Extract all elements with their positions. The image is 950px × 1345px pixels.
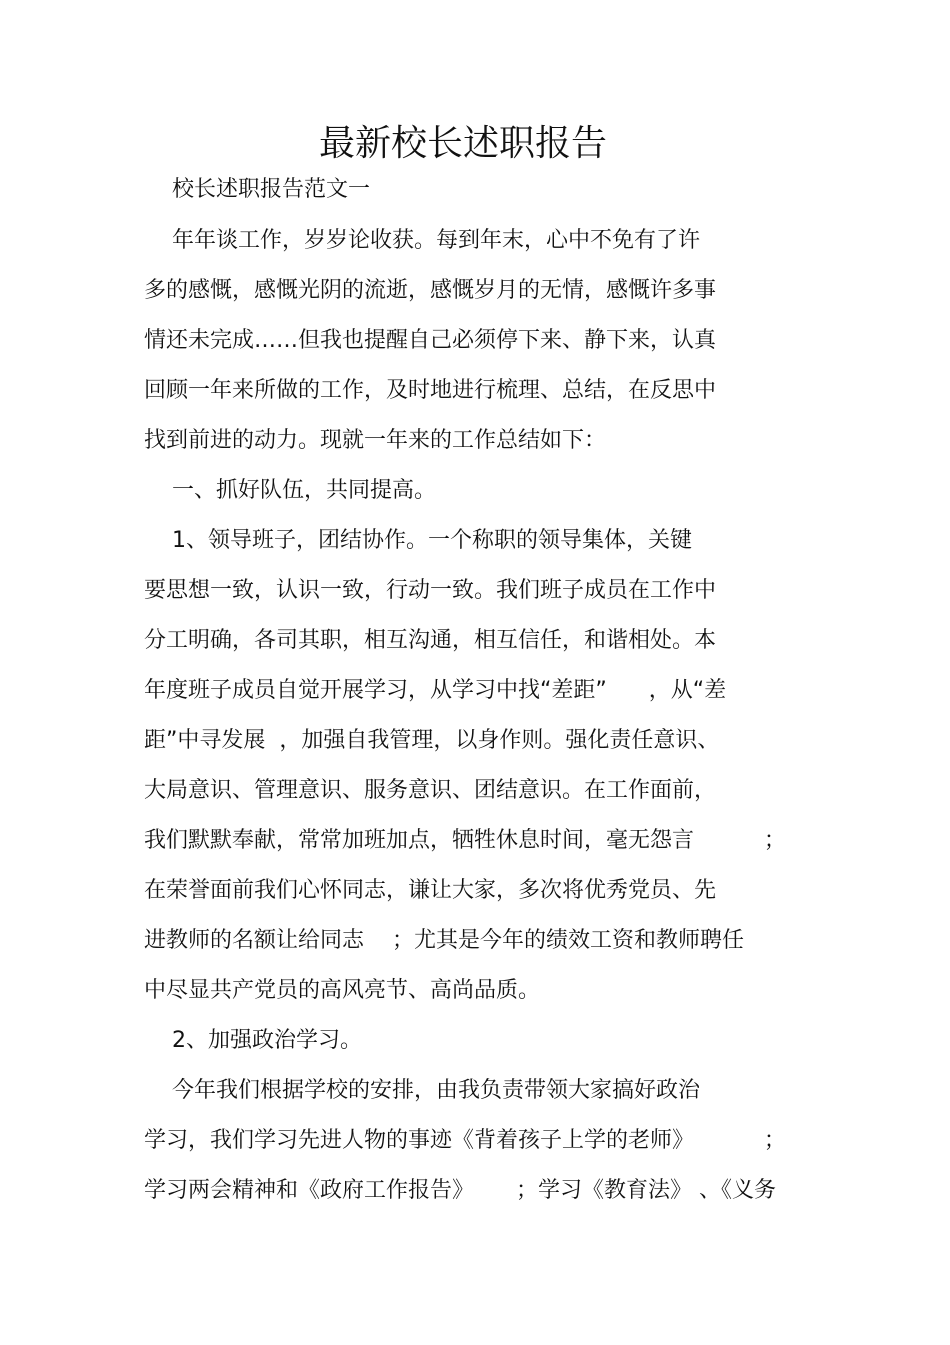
text-line: 找到前进的动力。现就一年来的工作总结如下： [144,428,607,453]
text-line: 一、抓好队伍，共同提高。 [144,478,436,503]
text-line: 我们默默奉献，常常加班加点，牺牲休息时间，毫无怨言 ； [144,828,786,853]
text-line: 要思想一致，认识一致，行动一致。我们班子成员在工作中 [144,578,717,603]
text-line: 2、加强政治学习。 [144,1028,362,1053]
text-line: 今年我们根据学校的安排，由我负责带领大家搞好政治 [144,1078,700,1103]
text-line: 在荣誉面前我们心怀同志，谦让大家，多次将优秀党员、先 [144,878,717,903]
text-line: 情还未完成……但我也提醒自己必须停下来、静下来，认真 [144,328,717,353]
text-line: 分工明确，各司其职，相互沟通，相互信任，和谐相处。本 [144,628,717,653]
text-line: 中尽显共产党员的高风亮节、高尚品质。 [144,978,541,1003]
text-line: 年年谈工作，岁岁论收获。每到年末，心中不免有了许 [144,228,700,253]
text-line: 学习两会精神和《政府工作报告》 ；学习《教育法》 、《义务 [144,1178,776,1203]
text-line: 1、领导班子，团结协作。一个称职的领导集体，关键 [144,528,692,553]
text-line: 多的感慨，感慨光阴的流逝，感慨岁月的无情，感慨许多事 [144,278,717,303]
text-line: 回顾一年来所做的工作，及时地进行梳理、总结，在反思中 [144,378,717,403]
page-title: 最新校长述职报告 [318,123,607,164]
text-line: 年度班子成员自觉开展学习，从学习中找“差距” ，从“差 [144,678,727,703]
text-line: 进教师的名额让给同志 ；尤其是今年的绩效工资和教师聘任 [144,928,744,953]
text-line: 距”中寻发展 ，加强自我管理，以身作则。强化责任意识、 [144,728,720,753]
text-line: 校长述职报告范文一 [144,177,370,202]
text-line: 大局意识、管理意识、服务意识、团结意识。在工作面前， [144,778,717,803]
text-line: 学习，我们学习先进人物的事迹《背着孩子上学的老师》 ； [144,1128,786,1153]
